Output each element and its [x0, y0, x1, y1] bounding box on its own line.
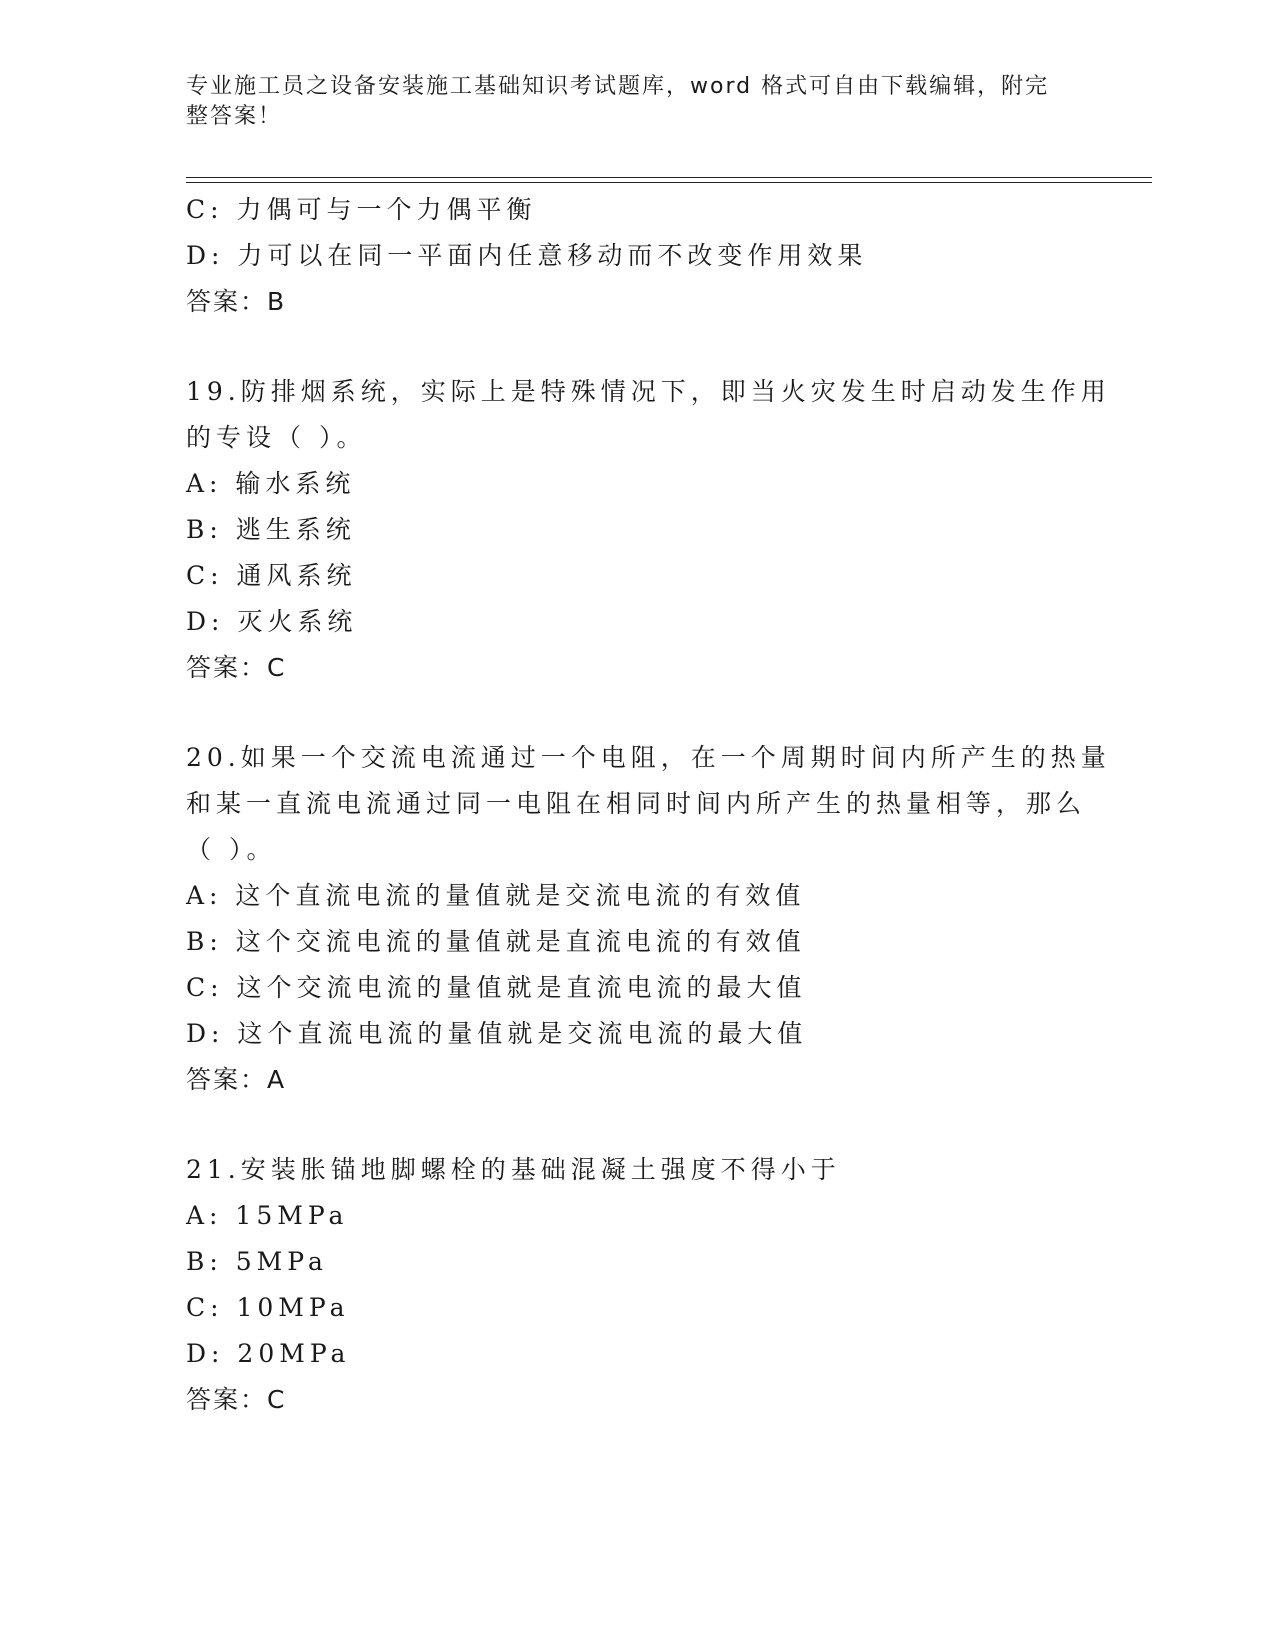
question-text-line: 的专设（ ）。 [186, 423, 367, 452]
option-c: C: 通风系统 [186, 561, 357, 590]
option-d: D: 20MPa [186, 1339, 351, 1368]
header-divider-bottom [186, 182, 1152, 183]
document-body [186, 187, 1111, 1423]
option-a: A: 输水系统 [186, 469, 356, 498]
document-header [186, 72, 1066, 132]
header-line-1: 专业施工员之设备安装施工基础知识考试题库，word 格式可自由下载编辑，附完 [186, 74, 1050, 99]
spacer [186, 325, 1086, 369]
answer-line: 答案：C [186, 1385, 287, 1414]
option-c: C: 这个交流电流的量值就是直流电流的最大值 [186, 973, 807, 1002]
question-19 [186, 369, 1111, 691]
question-text-line: 20.如果一个交流电流通过一个电阻，在一个周期时间内所产生的热量 [186, 743, 1111, 772]
option-a: A: 15MPa [186, 1201, 349, 1230]
option-c: C: 10MPa [186, 1293, 350, 1322]
question-text-line: 21.安装胀锚地脚螺栓的基础混凝土强度不得小于 [186, 1155, 841, 1184]
option-b: B: 逃生系统 [186, 515, 356, 544]
option-a: A: 这个直流电流的量值就是交流电流的有效值 [186, 881, 806, 910]
option-d: D: 这个直流电流的量值就是交流电流的最大值 [186, 1019, 808, 1048]
answer-line: 答案：A [186, 1065, 287, 1094]
option-d: D: 灭火系统 [186, 607, 358, 636]
continued-question [186, 187, 1086, 325]
answer-line: 答案：B [186, 287, 287, 316]
question-21 [186, 1147, 1086, 1423]
question-20 [186, 735, 1111, 1103]
question-text-line: 和某一直流电流通过同一电阻在相同时间内所产生的热量相等，那么 [186, 789, 1087, 818]
option-d: D: 力可以在同一平面内任意移动而不改变作用效果 [186, 241, 868, 270]
question-text-line: 19.防排烟系统，实际上是特殊情况下，即当火灾发生时启动发生作用 [186, 377, 1111, 406]
spacer [186, 1103, 1086, 1147]
spacer [186, 691, 1086, 735]
option-b: B: 5MPa [186, 1247, 328, 1276]
option-b: B: 这个交流电流的量值就是直流电流的有效值 [186, 927, 806, 956]
header-divider-top [186, 177, 1152, 178]
question-text-line: （ ）。 [186, 835, 277, 864]
answer-line: 答案：C [186, 653, 287, 682]
option-c: C: 力偶可与一个力偶平衡 [186, 195, 537, 224]
header-line-2: 整答案！ [186, 104, 283, 129]
